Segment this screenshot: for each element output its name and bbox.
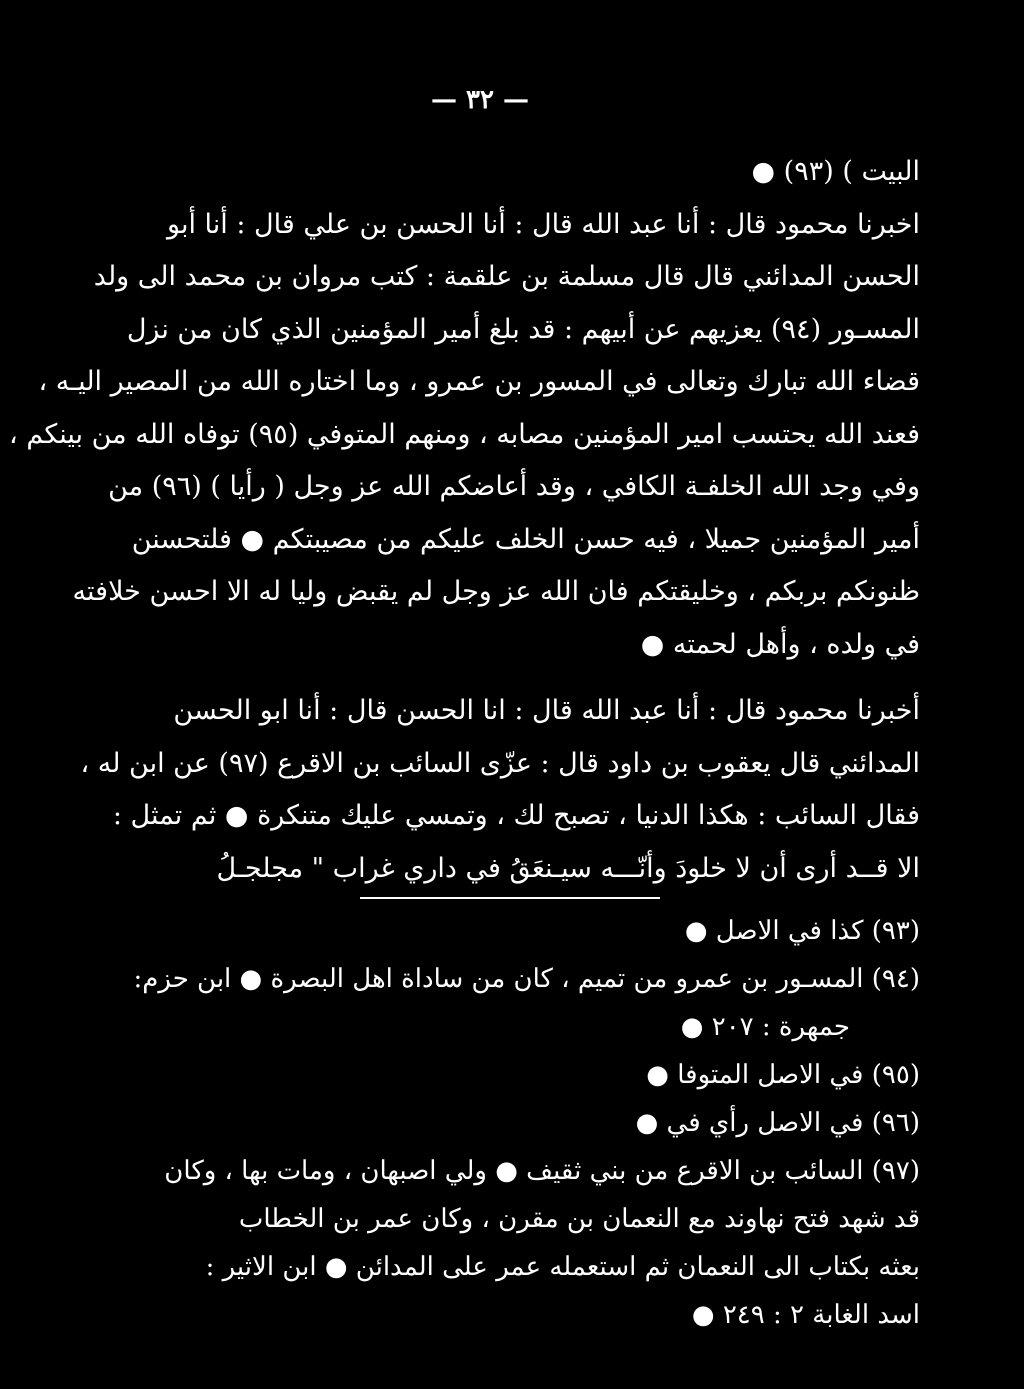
footnote-97: (٩٧) السائب بن الاقرع من بني ثقيف ● ولي اصبهان ، ومات بها ، وكان <box>164 1156 920 1186</box>
footnote-97-continued: قد شهد فتح نهاوند مع النعمان بن مقرن ، وكان عمر بن الخطاب <box>238 1204 920 1234</box>
main-text <box>9 146 920 895</box>
footnote-94-continued: جمهرة : ٢٠٧ ● <box>680 1012 850 1042</box>
footnote-separator <box>360 897 660 899</box>
text-line: في ولده ، وأهل لحمته ● <box>640 628 920 660</box>
text-line: أمير المؤمنين جميلا ، فيه حسن الخلف عليكم من مصيبتكم ● فلتحسنن <box>131 523 920 555</box>
footnote-95: (٩٥) في الاصل المتوفا ● <box>646 1060 920 1090</box>
footnote-94: (٩٤) المسـور بن عمرو من تميم ، كان من ساداة اهل البصرة ● ابن حزم: <box>133 964 920 994</box>
paragraph-gap <box>40 671 920 685</box>
footnotes <box>40 907 920 1339</box>
footnote-96: (٩٦) في الاصل رأي في ● <box>635 1108 920 1138</box>
text-line: فقال السائب : هكذا الدنيا ، تصبح لك ، وتمسي عليك متنكرة ● ثم تمثل : <box>112 800 920 831</box>
footnote-97-continued: بعثه بكتاب الى النعمان ثم استعمله عمر على المدائن ● ابن الاثير : <box>205 1252 920 1282</box>
text-line: أخبرنا محمود قال : أنا عبد الله قال : انا الحسن قال : أنا ابو الحسن <box>173 695 920 726</box>
text-line: البيت ) (٩٣) ● <box>751 156 920 187</box>
text-line: فعند الله يحتسب امير المؤمنين مصابه ، ومنهم المتوفي (٩٥) توفاه الله من بينكم ، <box>9 418 920 450</box>
footnote-97-continued: اسد الغابة ٢ : ٢٤٩ ● <box>691 1300 920 1330</box>
text-line: الحسن المدائني قال قال مسلمة بن علقمة : كتب مروان بن محمد الى ولد <box>93 261 920 292</box>
page-content <box>9 80 920 1370</box>
footnote-93: (٩٣) كذا في الاصل ● <box>684 916 920 946</box>
text-line: اخبرنا محمود قال : أنا عبد الله قال : أنا الحسن بن علي قال : أنا أبو <box>167 208 920 240</box>
text-line: وفي وجد الله الخلفـة الكافي ، وقد أعاضكم الله عز وجل ( رأيا ) (٩٦) من <box>108 471 920 502</box>
text-line: المسـور (٩٤) يعزيهم عن أبيهم : قد بلغ أمير المؤمنين الذي كان من نزل <box>126 313 920 345</box>
text-line: قضاء الله تبارك وتعالى في المسور بن عمرو ، وما اختاره الله من المصير اليـه ، <box>38 366 920 397</box>
page-number: — ٣٢ — <box>430 85 530 115</box>
verse-line: الا قــد أرى أن لا خلودَ وأنّـــه سيـنعَقُ في داري غراب " مجلجـلُ <box>216 852 920 884</box>
text-line: ظنونكم بربكم ، وخليقتكم فان الله عز وجل لم يقبض وليا له الا احسن خلافته <box>72 576 920 607</box>
text-line: المدائني قال يعقوب بن داود قال : عزّى السائب بن الاقرع (٩٧) عن ابن له ، <box>80 747 920 779</box>
